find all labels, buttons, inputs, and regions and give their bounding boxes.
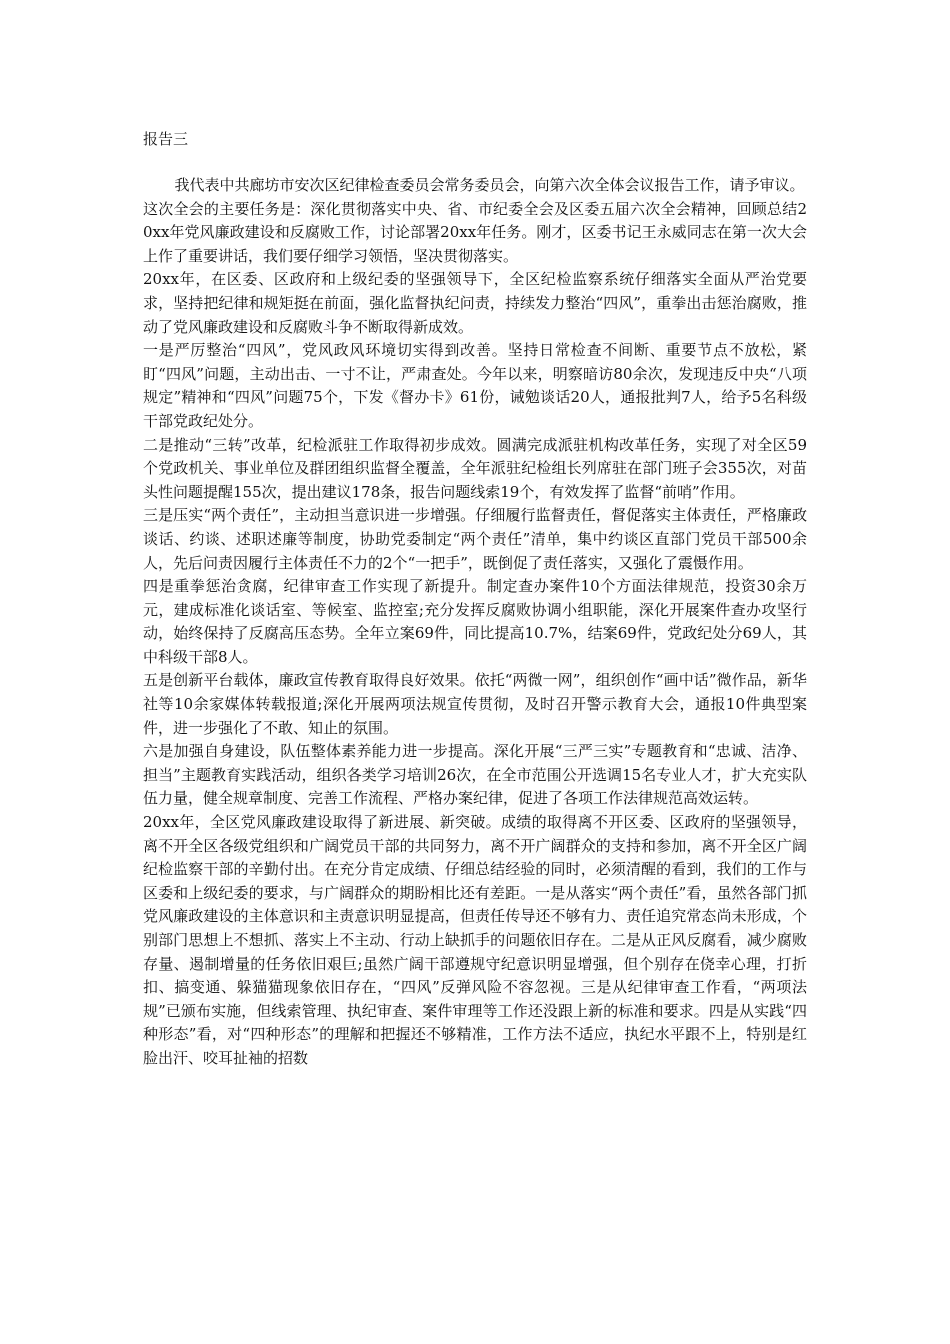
paragraph-point-two: 二是推动“三转”改革，纪检派驻工作取得初步成效。圆满完成派驻机构改革任务，实现了对全区59个党政机关、事业单位及群团组织监督全覆盖，全年派驻纪检组长列席驻在部门班子会355次，对苗头性问题提醒155次，提出建议178条，报告问题线索19个，有效发挥了监督“前哨”作用。 <box>143 435 807 501</box>
paragraph-point-six: 六是加强自身建设，队伍整体素养能力进一步提高。深化开展“三严三实”专题教育和“忠诚、洁净、担当”主题教育实践活动，组织各类学习培训26次，在全市范围公开选调15名专业人才，扩大充实队伍力量，健全规章制度、完善工作流程、严格办案纪律，促进了各项工作法律规范高效运转。 <box>143 742 807 808</box>
paragraph-point-five: 五是创新平台载体，廉政宣传教育取得良好效果。依托“两微一网”，组织创作“画中话”微作品，新华社等10余家媒体转载报道;深化开展两项法规宣传贯彻，及时召开警示教育大会，通报10件典型案件，进一步强化了不敢、知止的氛围。 <box>143 671 807 737</box>
paragraph-intro: 我代表中共廊坊市安次区纪律检查委员会常务委员会，向第六次全体会议报告工作，请予审议。 <box>174 176 805 194</box>
document-title: 报告三 <box>143 130 189 148</box>
paragraph-point-three: 三是压实“两个责任”，主动担当意识进一步增强。仔细履行监督责任，督促落实主体责任，严格廉政谈话、约谈、述职述廉等制度，协助党委制定“两个责任”清单，集中约谈区直部门党员干部500余人，先后问责因履行主体责任不力的2个“一把手”，既倒促了责任落实，又强化了震慑作用。 <box>143 506 807 572</box>
paragraph-point-one: 一是严厉整治“四风”，党风政风环境切实得到改善。坚持日常检查不间断、重要节点不放松，紧盯“四风”问题，主动出击、一寸不让，严肃查处。今年以来，明察暗访80余次，发现违反中央“八项规定”精神和“四风”问题75个，下发《督办卡》61份，诫勉谈话20人，通报批判7人，给予5名科级干部党政纪处分。 <box>143 341 807 430</box>
document-body <box>143 174 807 1071</box>
paragraph-main-task: 这次全会的主要任务是：深化贯彻落实中央、省、市纪委全会及区委五届六次全会精神，回顾总结20xx年党风廉政建设和反腐败工作，讨论部署20xx年任务。刚才，区委书记王永威同志在第一次大会上作了重要讲话，我们要仔细学习领悟，坚决贯彻落实。 <box>143 199 807 265</box>
paragraph-shortcomings: 20xx年，全区党风廉政建设取得了新进展、新突破。成绩的取得离不开区委、区政府的坚强领导，离不开全区各级党组织和广阔党员干部的共同努力，离不开广阔群众的支持和参加，离不开全区广阔纪检监察干部的辛勤付出。在充分肯定成绩、仔细总结经验的同时，必须清醒的看到，我们的工作与区委和上级纪委的要求，与广阔群众的期盼相比还有差距。一是从落实“两个责任”看，虽然各部门抓党风廉政建设的主体意识和主责意识明显提高，但责任传导还不够有力、责任追究常态尚未形成，个别部门思想上不想抓、落实上不主动、行动上缺抓手的问题依旧存在。二是从正风反腐看，减少腐败存量、遏制增量的任务依旧艰巨;虽然广阔干部遵规守纪意识明显增强，但个别存在侥幸心理，打折扣、搞变通、躲猫猫现象依旧存在，“四风”反弹风险不容忽视。三是从纪律审查工作看，“两项法规”已颁布实施，但线索管理、执纪审查、案件审理等工作还没跟上新的标准和要求。四是从实践“四种形态”看，对“四种形态”的理解和把握还不够精准，工作方法不适应，执纪水平跟不上，特别是红脸出汗、咬耳扯袖的招数 <box>143 813 807 1067</box>
paragraph-year-summary: 20xx年，在区委、区政府和上级纪委的坚强领导下，全区纪检监察系统仔细落实全面从严治党要求，坚持把纪律和规矩挺在前面，强化监督执纪问责，持续发力整治“四风”，重拳出击惩治腐败，推动了党风廉政建设和反腐败斗争不断取得新成效。 <box>143 270 807 336</box>
paragraph-point-four: 四是重拳惩治贪腐，纪律审查工作实现了新提升。制定查办案件10个方面法律规范，投资30余万元，建成标准化谈话室、等候室、监控室;充分发挥反腐败协调小组职能，深化开展案件查办攻坚行动，始终保持了反腐高压态势。全年立案69件，同比提高10.7%，结案69件，党政纪处分69人，其中科级干部8人。 <box>143 577 807 666</box>
